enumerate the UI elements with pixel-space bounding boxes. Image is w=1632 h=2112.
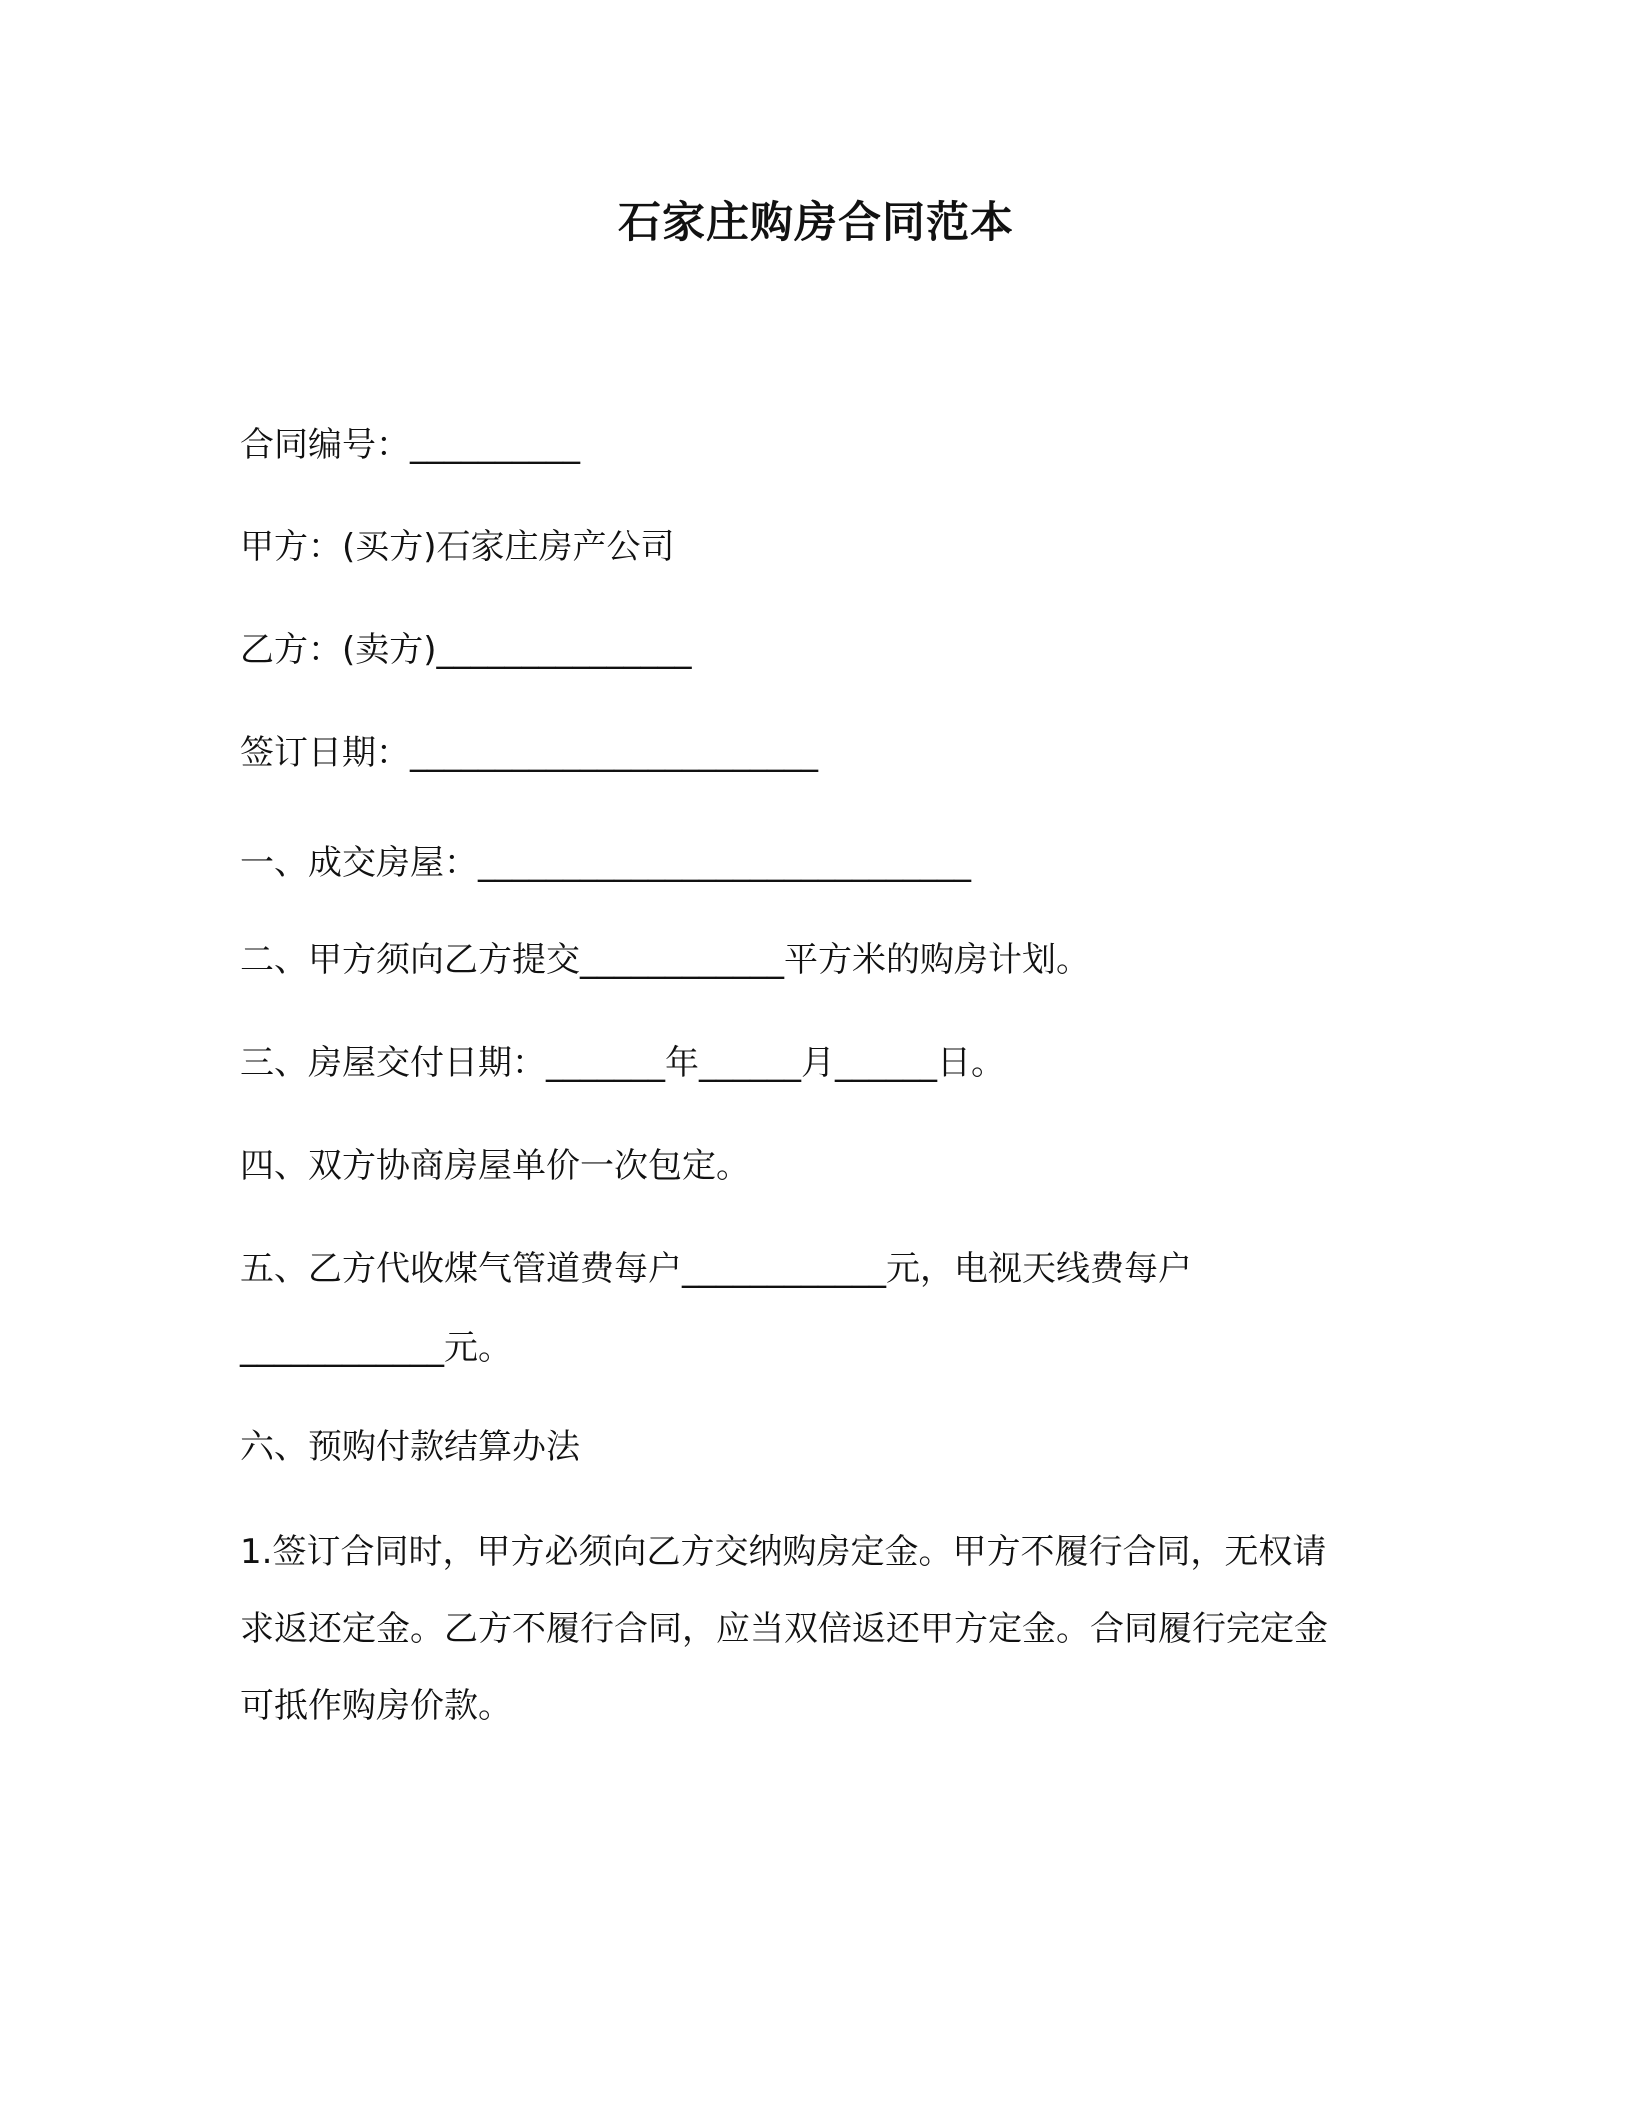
clause-6-heading: 六、预购付款结算办法 [240, 1427, 580, 1467]
clause-5-continuation-line: ____________元。 [240, 1328, 512, 1368]
clause-1-line: 一、成交房屋：_____________________________ [240, 843, 971, 883]
party-a-line: 甲方：(买方)石家庄房产公司 [240, 527, 675, 567]
contract-number-line: 合同编号：__________ [240, 425, 580, 465]
clause-3-line: 三、房屋交付日期：_______年______月______日。 [240, 1043, 1005, 1083]
clause-6-paragraph-1: 1.签订合同时，甲方必须向乙方交纳购房定金。甲方不履行合同，无权请求返还定金。乙方不履行合同，应当双倍返还甲方定金。合同履行完定金可抵作购房价款。 [240, 1532, 1328, 1726]
clause-2-line: 二、甲方须向乙方提交____________平方米的购房计划。 [240, 940, 1090, 980]
signing-date-line: 签订日期：________________________ [240, 733, 818, 773]
document-title: 石家庄购房合同范本 [618, 198, 1014, 248]
clause-5-line: 五、乙方代收煤气管道费每户____________元，电视天线费每户 [240, 1249, 1192, 1289]
party-b-line: 乙方：(卖方)_______________ [240, 630, 692, 670]
clause-4-line: 四、双方协商房屋单价一次包定。 [240, 1146, 750, 1186]
